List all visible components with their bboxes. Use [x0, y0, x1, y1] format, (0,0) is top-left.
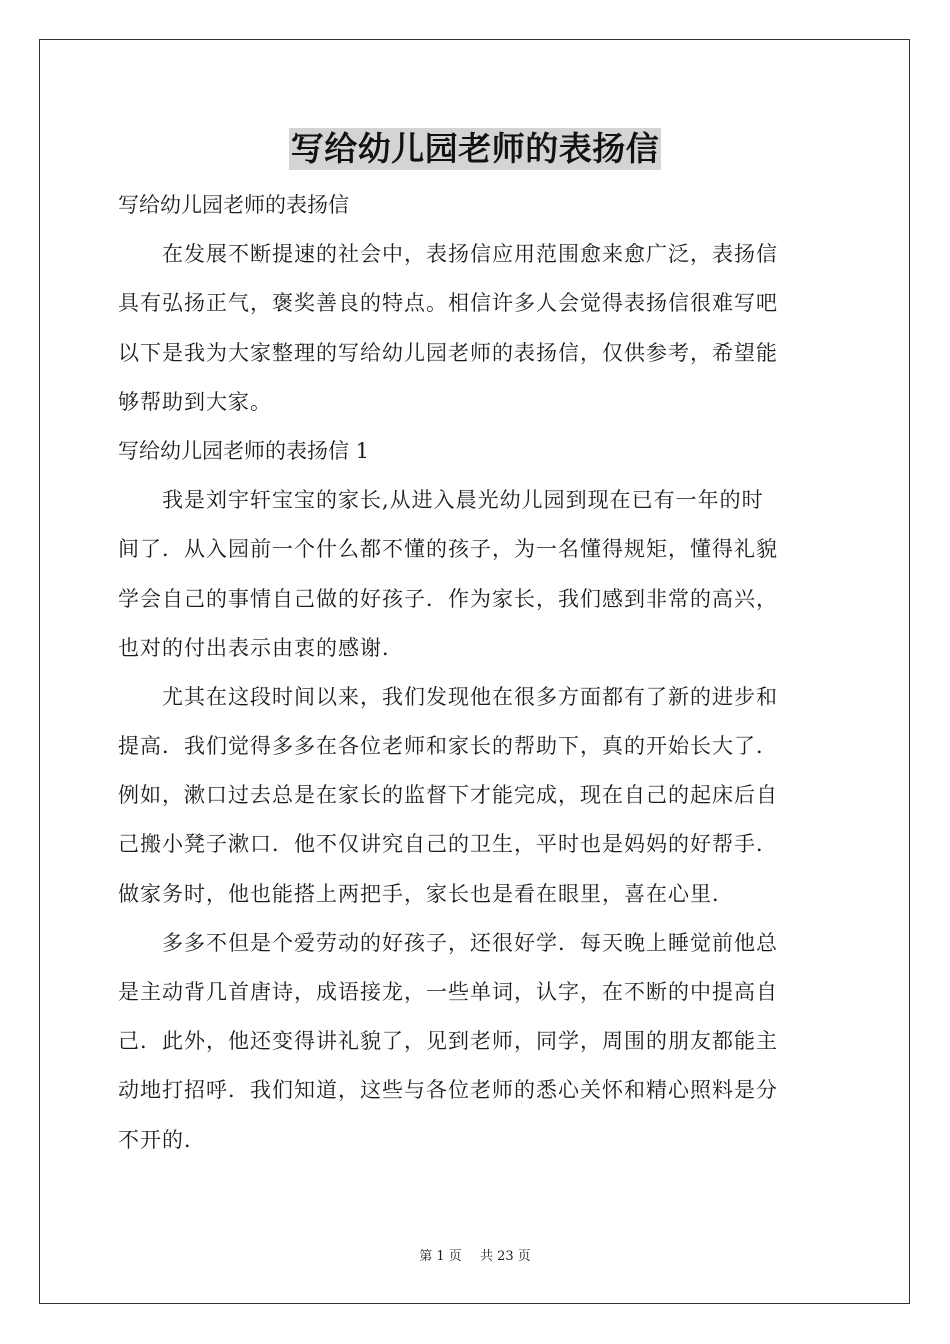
paragraph-line: 提高．我们觉得多多在各位老师和家长的帮助下，真的开始长大了． — [118, 734, 778, 759]
paragraph-2 — [118, 673, 832, 919]
title-container — [0, 128, 950, 170]
document-body — [118, 181, 832, 1165]
document-title: 写给幼儿园老师的表扬信 — [290, 129, 660, 168]
paragraph-1 — [118, 476, 832, 673]
paragraph-line: 做家务时，他也能搭上两把手，家长也是看在眼里，喜在心里． — [118, 881, 734, 906]
intro-line: 具有弘扬正气，褒奖善良的特点。相信许多人会觉得表扬信很难写吧 — [118, 291, 778, 316]
paragraph-line: 学会自己的事情自己做的好孩子．作为家长，我们感到非常的高兴， — [118, 586, 778, 611]
paragraph-3 — [118, 919, 832, 1165]
paragraph-line: 多多不但是个爱劳动的好孩子，还很好学．每天晚上睡觉前他总 — [162, 930, 778, 955]
intro-line: 以下是我为大家整理的写给幼儿园老师的表扬信，仅供参考，希望能 — [118, 340, 778, 365]
paragraph-line: 不开的． — [118, 1127, 206, 1152]
intro-line: 在发展不断提速的社会中，表扬信应用范围愈来愈广泛，表扬信 — [162, 242, 778, 267]
section-heading: 写给幼儿园老师的表扬信 1 — [118, 438, 370, 463]
paragraph-line: 我是刘宇轩宝宝的家长,从进入晨光幼儿园到现在已有一年的时 — [162, 488, 764, 513]
intro-paragraph — [118, 230, 832, 427]
paragraph-line: 例如，漱口过去总是在家长的监督下才能完成，现在自己的起床后自 — [118, 783, 778, 808]
paragraph-line: 间了．从入园前一个什么都不懂的孩子，为一名懂得规矩，懂得礼貌 — [118, 537, 778, 562]
subtitle: 写给幼儿园老师的表扬信 — [118, 193, 349, 217]
paragraph-line: 尤其在这段时间以来，我们发现他在很多方面都有了新的进步和 — [162, 684, 778, 709]
paragraph-line: 动地打招呼．我们知道，这些与各位老师的悉心关怀和精心照料是分 — [118, 1078, 778, 1103]
page-footer — [0, 1248, 950, 1266]
paragraph-line: 己．此外，他还变得讲礼貌了，见到老师，同学，周围的朋友都能主 — [118, 1029, 778, 1054]
paragraph-line: 也对的付出表示由衷的感谢． — [118, 635, 404, 660]
paragraph-line: 己搬小凳子漱口．他不仅讲究自己的卫生，平时也是妈妈的好帮手． — [118, 832, 778, 857]
paragraph-line: 是主动背几首唐诗，成语接龙，一些单词，认字，在不断的中提高自 — [118, 980, 778, 1004]
page-number: 第 1 页 — [419, 1249, 462, 1264]
intro-line: 够帮助到大家。 — [118, 389, 272, 414]
total-pages: 共 23 页 — [479, 1249, 531, 1264]
